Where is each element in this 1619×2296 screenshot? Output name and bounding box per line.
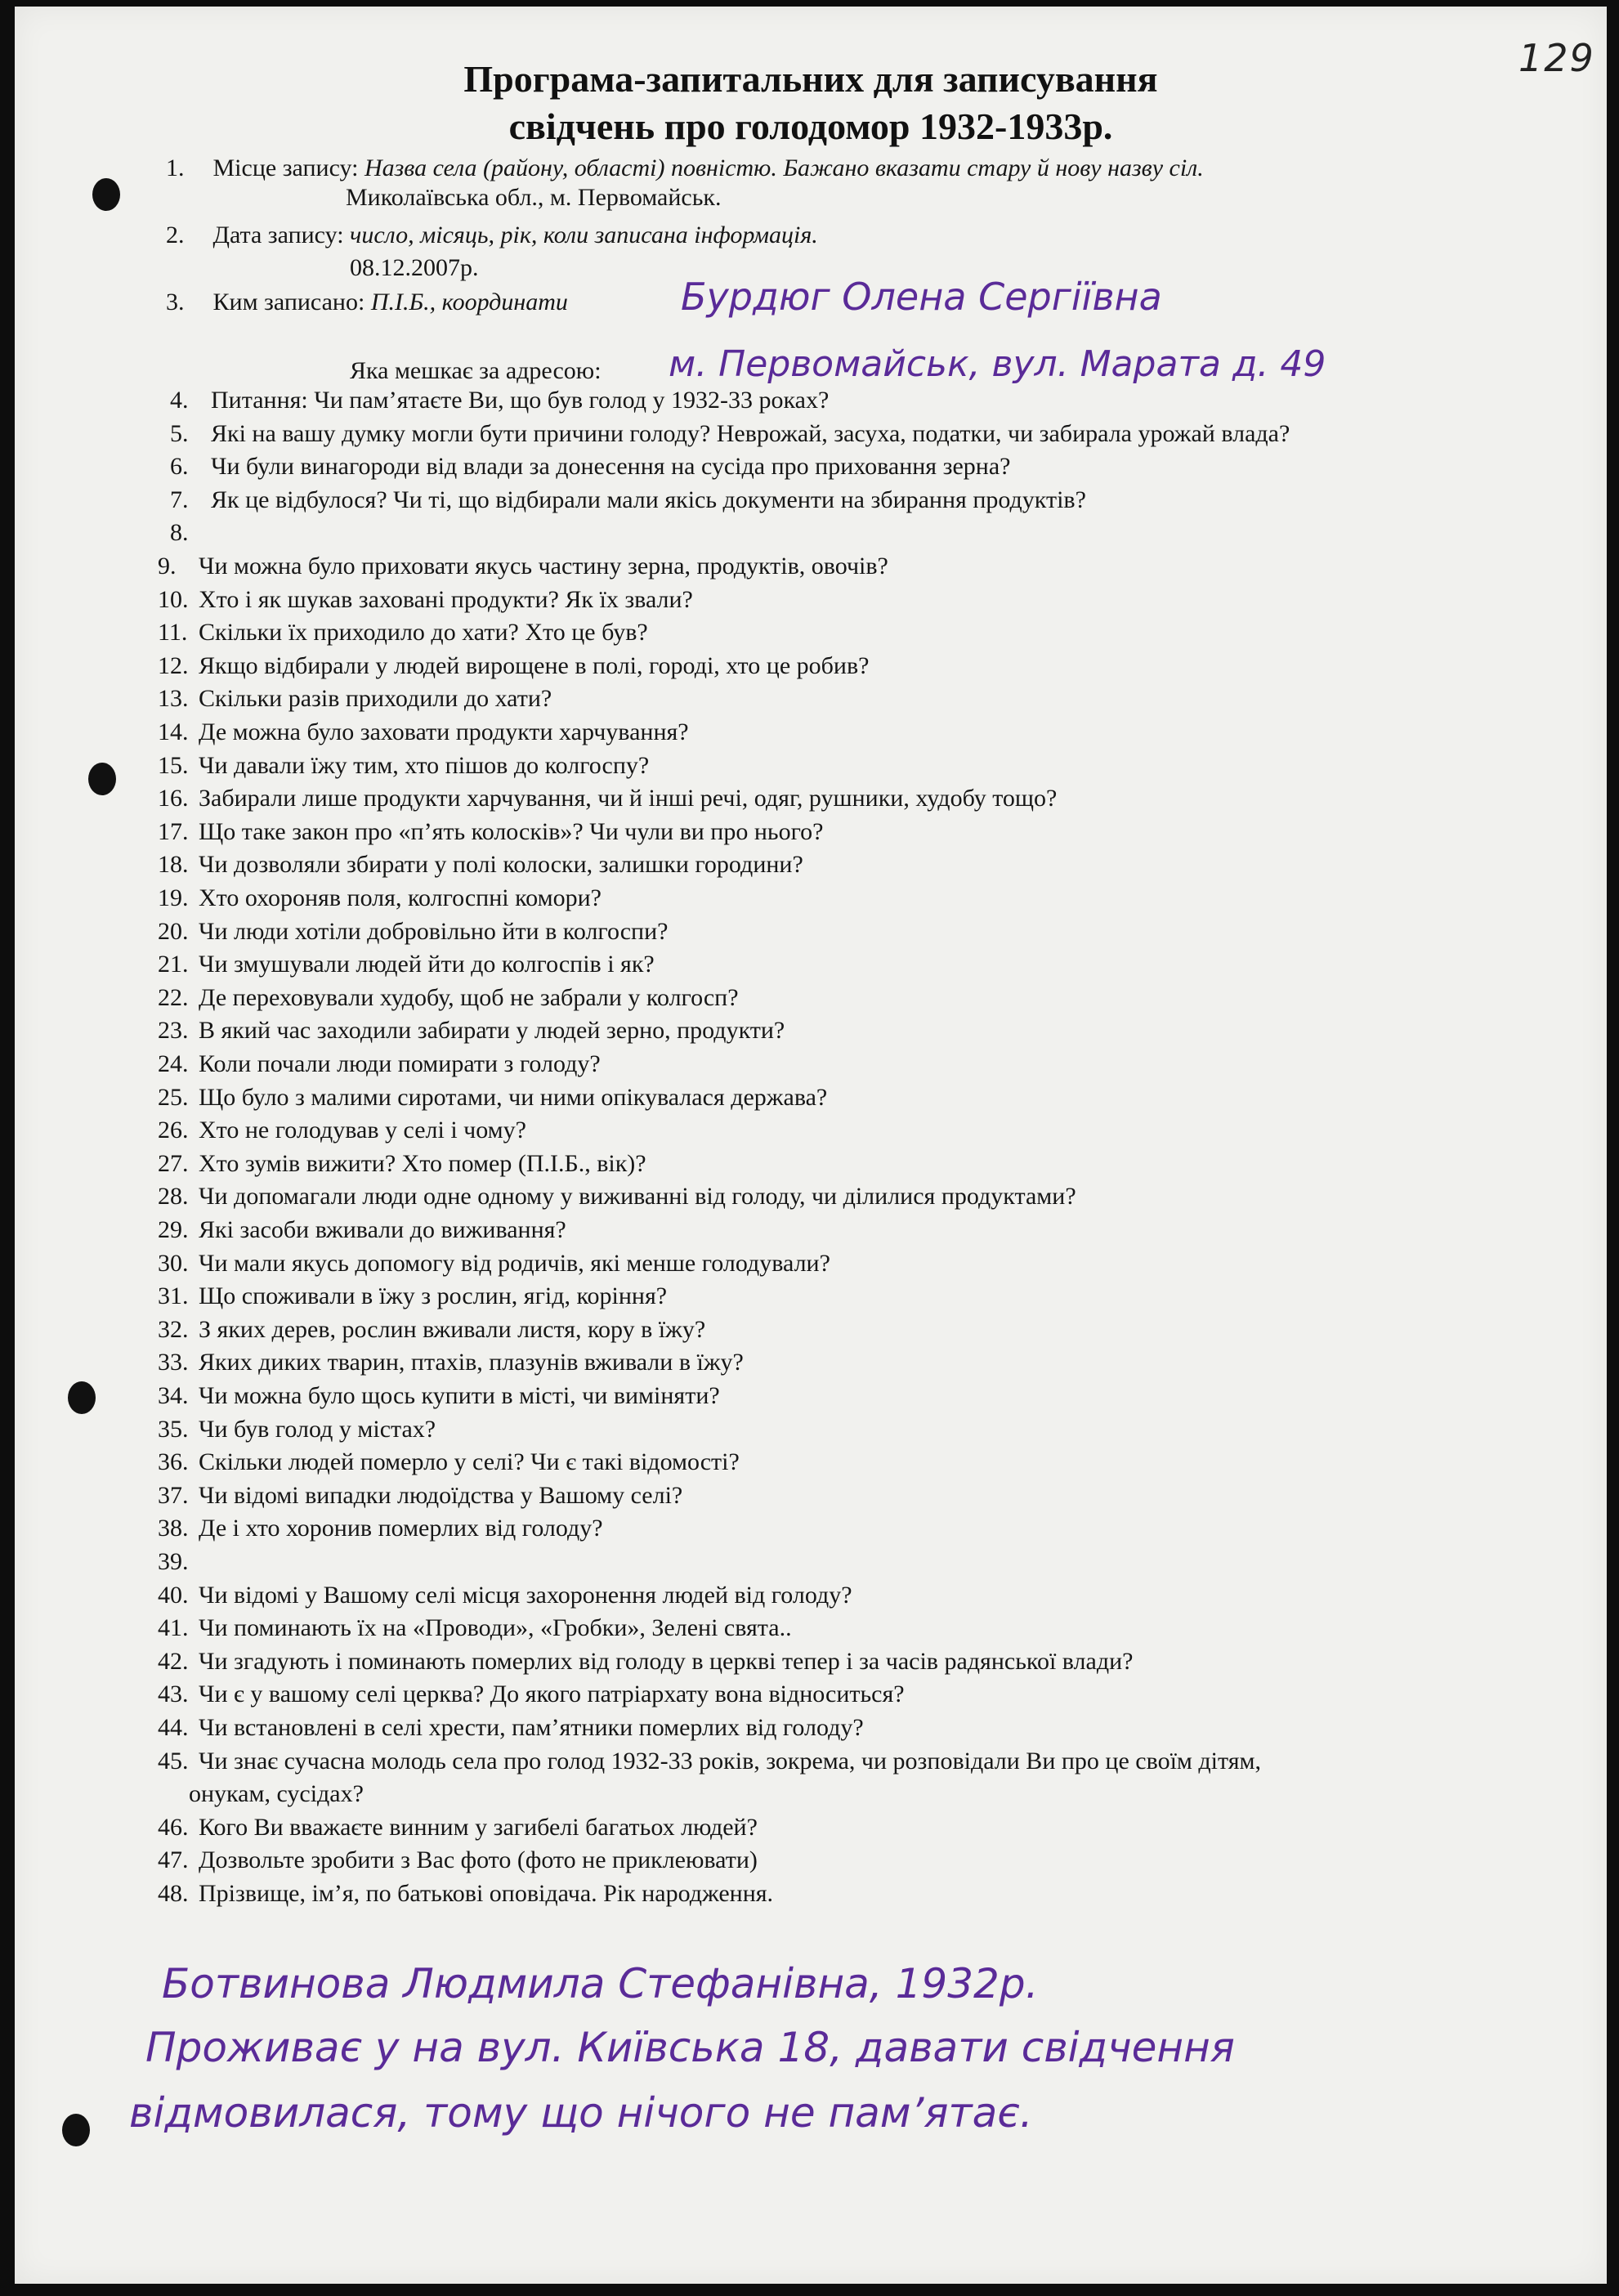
- question-number: 6.: [170, 453, 189, 481]
- question-text: Як це відбулося? Чи ті, що відбирали мали якісь документи на збирання продуктів?: [211, 486, 1086, 513]
- question-number: 25.: [158, 1083, 189, 1111]
- question-number: 37.: [158, 1481, 189, 1509]
- question-number: 12.: [158, 651, 189, 679]
- question-number: 38.: [158, 1515, 189, 1542]
- question-number: 7.: [170, 486, 189, 513]
- question-text: Чи люди хотіли добровільно йти в колгоспи?: [199, 917, 669, 945]
- question-label: Місце запису:: [212, 154, 359, 181]
- question-number: 48.: [158, 1880, 189, 1907]
- question-number: 36.: [158, 1448, 189, 1476]
- question-number: 47.: [158, 1846, 189, 1874]
- question-row: [170, 386, 829, 415]
- question-number: 34.: [158, 1382, 189, 1409]
- question-number: 44.: [158, 1714, 189, 1741]
- document-page: [15, 7, 1607, 2284]
- question-text: Чи встановлені в селі хрести, пам’ятники померлих від голоду?: [199, 1714, 864, 1741]
- question-text: Чи відомі випадки людоїдства у Вашому селі?: [199, 1481, 683, 1509]
- question-row: [158, 1514, 603, 1543]
- question-text: Чи відомі у Вашому селі місця захоронення людей від голоду?: [199, 1581, 852, 1609]
- question-number: 31.: [158, 1282, 189, 1310]
- question-1-value: Миколаївська обл., м. Первомайськ.: [346, 184, 722, 211]
- question-number: 2.: [166, 222, 185, 248]
- question-number: 15.: [158, 751, 189, 779]
- question-number: 4.: [170, 387, 189, 414]
- question-text: Що таке закон про «п’ять колосків»? Чи чули ви про нього?: [199, 817, 824, 845]
- question-number: 18.: [158, 851, 189, 879]
- question-number: 1.: [166, 154, 185, 181]
- question-row: [158, 1016, 785, 1045]
- question-row: [158, 618, 648, 647]
- punch-hole: [62, 2114, 90, 2146]
- question-row: [158, 1116, 526, 1145]
- question-number: 42.: [158, 1647, 189, 1675]
- question-text: Яких диких тварин, птахів, плазунів вживали в їжу?: [199, 1349, 744, 1376]
- question-row: [158, 1613, 792, 1643]
- question-row: [158, 1846, 758, 1875]
- question-row: [158, 1481, 682, 1511]
- question-number: 35.: [158, 1415, 189, 1443]
- question-row: [158, 1448, 740, 1477]
- question-text: Хто і як шукав заховані продукти? Як їх звали?: [199, 585, 693, 613]
- question-number: 19.: [158, 884, 189, 911]
- question-text: Хто зумів вижити? Хто помер (П.І.Б., вік)?: [199, 1149, 646, 1177]
- question-text: Хто не голодував у селі і чому?: [199, 1117, 526, 1144]
- question-row: [158, 1680, 905, 1709]
- question-row: [158, 817, 823, 847]
- question-text: Якщо відбирали у людей вирощене в полі, городі, хто це робив?: [199, 651, 870, 679]
- question-number: 21.: [158, 951, 189, 978]
- question-number: 3.: [166, 289, 185, 316]
- question-row: [158, 917, 668, 947]
- question-number: 43.: [158, 1681, 189, 1708]
- question-text: Чи знає сучасна молодь села про голод 1932-33 років, зокрема, чи розповідали Ви про це своїм дітям,: [199, 1747, 1261, 1775]
- question-row: [158, 651, 869, 681]
- question-text: Скільки їх приходило до хати? Хто це був?: [199, 619, 648, 647]
- handwritten-answer-line-2: Проживає у на вул. Київська 18, давати свідчення: [145, 2024, 1235, 2071]
- question-row: [170, 518, 211, 548]
- handwritten-answer-line-3: відмовилася, тому що нічого не пам’ятає.: [129, 2089, 1033, 2137]
- question-number: 14.: [158, 718, 189, 745]
- question-number: 8.: [170, 519, 189, 547]
- question-number: 22.: [158, 983, 189, 1011]
- question-text: Скільки разів приходили до хати?: [199, 685, 552, 713]
- question-text: В який час заходили забирати у людей зерно, продукти?: [199, 1017, 785, 1045]
- question-row: [158, 1713, 864, 1743]
- question-row: [158, 1149, 646, 1179]
- question-row: [170, 419, 1290, 449]
- question-row: [158, 1315, 705, 1345]
- question-label: Дата запису:: [212, 222, 344, 248]
- question-text: Питання: Чи пам’ятаєте Ви, що був голод у 1932-33 роках?: [211, 387, 830, 414]
- question-text: Забирали лише продукти харчування, чи й інші речі, одяг, рушники, худобу тощо?: [199, 785, 1058, 812]
- question-row: [158, 1747, 1261, 1776]
- question-number: 30.: [158, 1249, 189, 1277]
- handwritten-answer-line-1: Ботвинова Людмила Стефанівна, 1932р.: [162, 1960, 1039, 2007]
- question-text: Чи були винагороди від влади за донесення на сусіда про приховання зерна?: [211, 453, 1011, 481]
- question-text: Чи поминають їх на «Проводи», «Гробки», Зелені свята..: [199, 1614, 792, 1642]
- question-number: 17.: [158, 817, 189, 845]
- question-number: 28.: [158, 1183, 189, 1211]
- question-row: [170, 452, 1010, 481]
- question-row: [158, 983, 739, 1013]
- question-3: [166, 288, 568, 317]
- question-row: [158, 950, 655, 979]
- question-row: [158, 1282, 667, 1311]
- question-text: Чи був голод у містах?: [199, 1415, 436, 1443]
- question-row: [158, 1547, 199, 1577]
- question-2: [166, 221, 818, 250]
- question-number: 5.: [170, 419, 189, 447]
- question-row: [158, 751, 649, 781]
- question-number: 32.: [158, 1315, 189, 1343]
- question-text: Що було з малими сиротами, чи ними опікувалася держава?: [199, 1083, 828, 1111]
- question-row: [158, 884, 602, 913]
- question-row: [158, 1182, 1076, 1211]
- question-row: [158, 552, 888, 581]
- handwritten-recorder-name: Бурдюг Олена Сергіївна: [681, 275, 1162, 319]
- question-row: [158, 1083, 827, 1112]
- question-row: [158, 1215, 566, 1245]
- question-text: Хто охороняв поля, колгоспні комори?: [199, 884, 602, 911]
- handwritten-address: м. Первомайськ, вул. Марата д. 49: [669, 343, 1326, 385]
- question-text: Кого Ви вважаєте винним у загибелі багатьох людей?: [199, 1813, 758, 1841]
- question-hint: П.І.Б., координати: [370, 289, 568, 316]
- question-text: Чи давали їжу тим, хто пішов до колгоспу?: [199, 751, 650, 779]
- question-number: 24.: [158, 1050, 189, 1077]
- question-row: [158, 1249, 830, 1278]
- question-1: [166, 154, 1204, 183]
- question-number: 9.: [158, 553, 177, 580]
- punch-hole: [88, 763, 116, 795]
- question-text: Чи можна було щось купити в місті, чи виміняти?: [199, 1382, 720, 1409]
- question-2-value: 08.12.2007р.: [350, 254, 479, 281]
- question-row: [170, 486, 1086, 515]
- question-number: 16.: [158, 785, 189, 812]
- question-text: Де і хто хоронив померлих від голоду?: [199, 1515, 603, 1542]
- page-title: [15, 56, 1607, 150]
- question-number: 46.: [158, 1813, 189, 1841]
- question-text: Чи мали якусь допомогу від родичів, які менше голодували?: [199, 1249, 830, 1277]
- question-number: 26.: [158, 1117, 189, 1144]
- question-row: [158, 585, 693, 615]
- question-row: [158, 850, 803, 879]
- question-number: 23.: [158, 1017, 189, 1045]
- page-number: 129: [1518, 36, 1595, 80]
- question-row: [158, 1647, 1133, 1676]
- question-text: Які засоби вживали до виживання?: [199, 1216, 566, 1243]
- question-label: Ким записано:: [212, 289, 365, 316]
- question-number: 20.: [158, 917, 189, 945]
- address-label: Яка мешкає за адресою:: [350, 357, 602, 384]
- punch-hole: [68, 1381, 96, 1414]
- question-text: Чи дозволяли збирати у полі колоски, залишки городини?: [199, 851, 803, 879]
- question-number: 10.: [158, 585, 189, 613]
- question-row: [158, 784, 1057, 813]
- question-text: Де можна було заховати продукти харчування?: [199, 718, 689, 745]
- question-text: Де переховували худобу, щоб не забрали у колгосп?: [199, 983, 739, 1011]
- question-number: 29.: [158, 1216, 189, 1243]
- question-row: [158, 1381, 720, 1411]
- question-row: [158, 1879, 773, 1909]
- title-line-2: свідчень про голодомор 1932-1933р.: [508, 105, 1113, 147]
- punch-hole: [92, 178, 120, 211]
- question-number: 40.: [158, 1581, 189, 1609]
- question-hint: число, місяць, рік, коли записана інформація.: [350, 222, 818, 248]
- question-number: 41.: [158, 1614, 189, 1642]
- question-text: Чи можна було приховати якусь частину зерна, продуктів, овочів?: [199, 553, 888, 580]
- question-number: 45.: [158, 1747, 189, 1775]
- question-number: 11.: [158, 619, 188, 647]
- title-line-1: Програма-запитальних для записування: [463, 58, 1158, 100]
- question-text: Чи допомагали люди одне одному у виживанні від голоду, чи ділилися продуктами?: [199, 1183, 1076, 1211]
- question-number: 33.: [158, 1349, 189, 1376]
- question-row: [158, 1050, 601, 1079]
- question-row: [158, 1813, 758, 1842]
- question-row: [158, 1415, 436, 1444]
- question-text: Що споживали в їжу з рослин, ягід, коріння?: [199, 1282, 668, 1310]
- question-row: [158, 718, 689, 747]
- question-hint: Назва села (району, області) повністю. Бажано вказати стару й нову назву сіл.: [364, 154, 1204, 181]
- question-text: З яких дерев, рослин вживали листя, кору в їжу?: [199, 1315, 706, 1343]
- question-text: Дозвольте зробити з Вас фото (фото не приклеювати): [199, 1846, 758, 1874]
- question-row: [158, 684, 552, 714]
- question-text: Чи згадують і поминають померлих від голоду в церкві тепер і за часів радянської влади?: [199, 1647, 1134, 1675]
- question-row: [158, 1348, 744, 1377]
- question-text-continued: онукам, сусідах?: [189, 1780, 364, 1808]
- question-number: 13.: [158, 685, 189, 713]
- question-row: [158, 1581, 852, 1610]
- question-text: Скільки людей померло у селі? Чи є такі відомості?: [199, 1448, 740, 1476]
- question-text: Коли почали люди помирати з голоду?: [199, 1050, 601, 1077]
- question-text: Які на вашу думку могли бути причини голоду? Неврожай, засуха, податки, чи забирала урожай влада?: [211, 419, 1290, 447]
- question-number: 39.: [158, 1548, 189, 1575]
- question-text: Чи є у вашому селі церква? До якого патріархату вона відноситься?: [199, 1681, 905, 1708]
- question-text: Прізвище, ім’я, по батькові оповідача. Рік народження.: [199, 1880, 774, 1907]
- question-text: Чи змушували людей йти до колгоспів і як?: [199, 951, 655, 978]
- question-number: 27.: [158, 1149, 189, 1177]
